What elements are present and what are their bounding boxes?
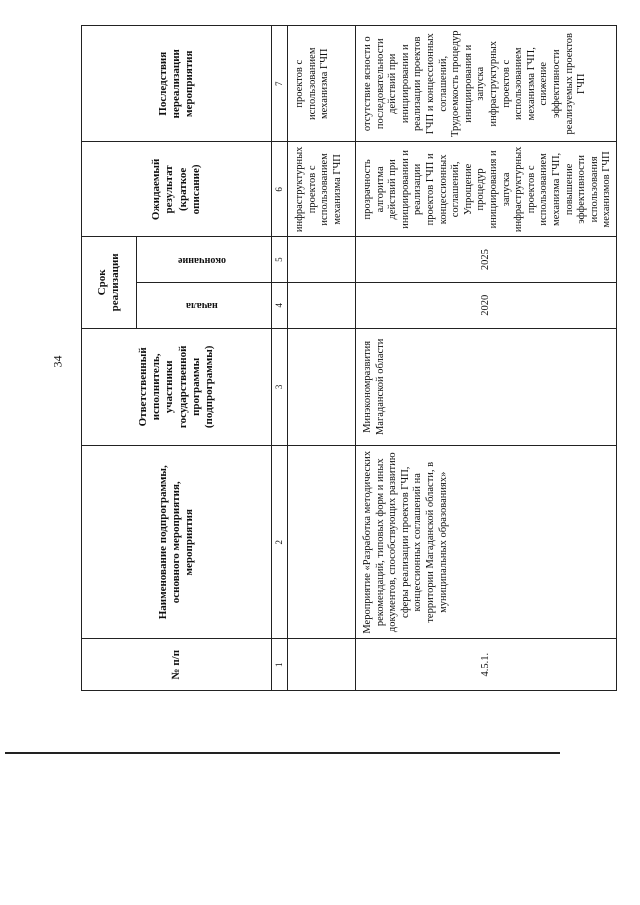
row-executor: Минэкономразвития Магаданской области	[356, 328, 617, 446]
measures-table	[81, 25, 613, 691]
header-name: Наименование подпрограммы, основного мероприятия, мероприятия	[82, 446, 272, 639]
column-number-6: 6	[272, 142, 288, 237]
row-result: прозрачность алгоритма действий при инициировании и реализации проектов ГЧП и концессионных соглашений, Упрощение процедур инициирования и запуска инфраструктурных проектов с использованием механизма ГЧП, повышение эффективности использования механизмов ГЧП	[356, 142, 617, 237]
continuation-end	[288, 237, 356, 283]
header-term-start: начала	[137, 282, 272, 328]
continuation-name	[288, 446, 356, 639]
header-consequences: Последствия нереализации мероприятия	[82, 26, 272, 142]
column-number-7: 7	[272, 26, 288, 142]
continuation-executor	[288, 328, 356, 446]
continuation-consequences: проектов с использованием механизма ГЧП	[288, 26, 356, 142]
column-number-4: 4	[272, 282, 288, 328]
page-number: 34	[50, 355, 65, 368]
row-consequences: отсутствие ясности о последовательности действий при инициировании и реализации проектов ГЧП и концессионных соглашений, Трудоемкость процедур инициирования и запуска инфраструктурных проектов с использованием механизма ГЧП, снижение эффективности реализуемых проектов ГЧП	[356, 26, 617, 142]
column-number-3: 3	[272, 328, 288, 446]
continuation-start	[288, 282, 356, 328]
page-divider	[5, 752, 560, 754]
row-start: 2020	[356, 282, 617, 328]
continuation-number	[288, 639, 356, 691]
row-end: 2025	[356, 237, 617, 283]
row-name: Мероприятие «Разработка методических рекомендаций, типовых форм и иных документов, способствующих развитию сферы реализации проектов ГЧП, концессионных соглашений на территории Магаданской области, в муниципальных образованиях»	[356, 446, 617, 639]
column-number-5: 5	[272, 237, 288, 283]
header-number: № п/п	[82, 639, 272, 691]
column-number-2: 2	[272, 446, 288, 639]
row-number: 4.5.1.	[356, 639, 617, 691]
header-term-end: окончание	[137, 237, 272, 283]
header-result: Ожидаемый результат (краткое описание)	[82, 142, 272, 237]
header-executor: Ответственный исполнитель, участники государственной программы (подпрограммы)	[82, 328, 272, 446]
header-term: Срок реализации	[82, 237, 137, 328]
column-number-1: 1	[272, 639, 288, 691]
continuation-result: инфраструктурных проектов с использованием механизма ГЧП	[288, 142, 356, 237]
